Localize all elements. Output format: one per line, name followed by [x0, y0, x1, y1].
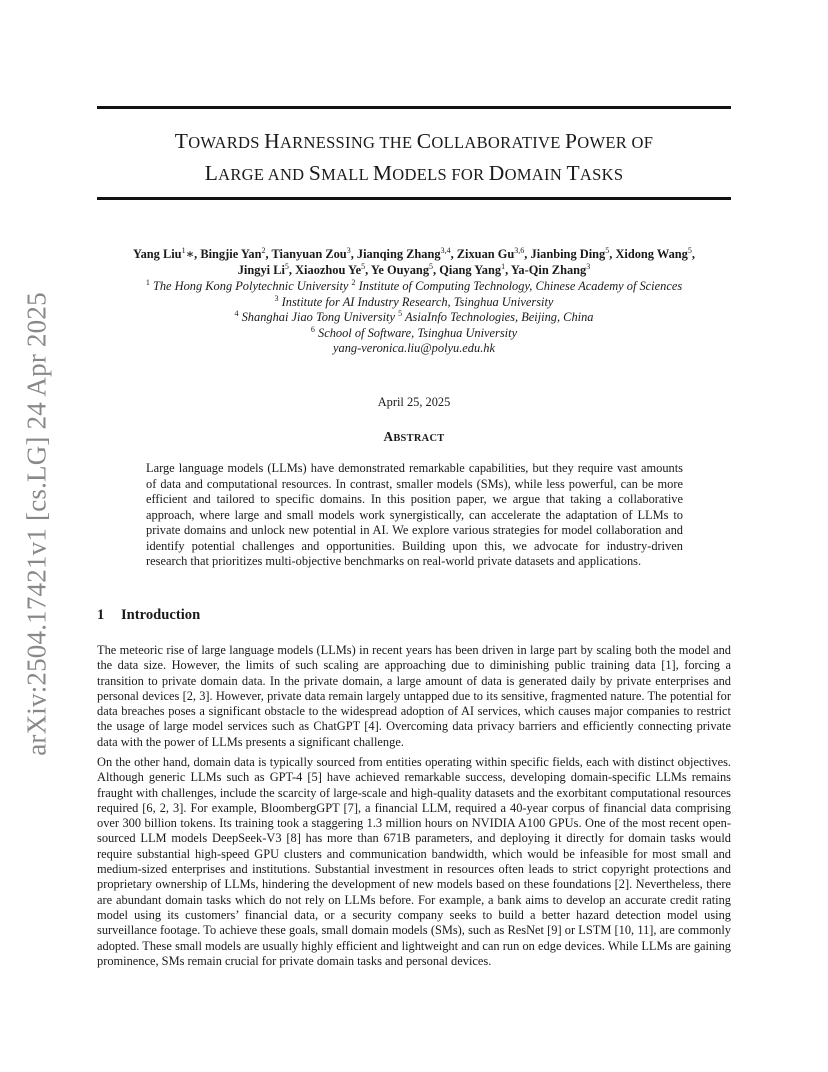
paper-title [97, 126, 731, 190]
author-line-1 [90, 246, 738, 262]
section-number: 1 [97, 607, 105, 623]
publication-date: April 25, 2025 [377, 395, 451, 409]
title-word: DOMAIN [488, 161, 567, 185]
title-rule-top [97, 106, 731, 109]
author: Ye Ouyang$^5$, [370, 262, 440, 277]
author: Zixuan Gu$^{3,6}$, [456, 246, 531, 261]
body-paragraph: The meteoric rise of large language models (LLMs) in recent years has been driven in large part by scaling both the model and the data size. However, the limits of such scaling are approaching due to diminishing public training data [1], forcing a transition to private domain data. In the private domain, a large amount of data is generated daily by private enterprises and personal devices [2, 3]. However, private data remain largely untapped due to its sensitive, fragmented nature. The potential for data breaches poses a significant obstacle to the widespread adoption of AI services, which causes major companies to restrict the usage of large model services such as ChatGPT [4]. Overcoming data privacy barriers and efficiently connecting private data with the power of LLMs presents a significant challenge. [97, 643, 731, 749]
arxiv-identifier: arXiv:2504.17421v1 [cs.LG] 24 Apr 2025 [21, 292, 52, 756]
author: Tianyuan Zou$^3$, [271, 246, 357, 261]
contact-email: yang-veronica.liu@polyu.edu.hk [333, 341, 495, 356]
abstract-text: Large language models (LLMs) have demonstrated remarkable capabilities, but they require vast amounts of data and computational resources. In contrast, smaller models (SMs), while less powerful, can be more efficient and tailored to specific domains. In this position paper, we argue that taking a collaborative approach, where large and small models work synergistically, can accelerate the adaptation of LLMs to private domains and unlock new potential in AI. We explore various strategies for model collaboration and identify potential challenges and opportunities. Building upon this, we advocate for industry-driven research that prioritizes multi-objective benchmarks on real-world private datasets and applications. [146, 461, 683, 568]
author-list [90, 246, 738, 278]
author-line-2 [90, 262, 738, 278]
title-word: POWER OF [565, 129, 654, 153]
title-word: COLLABORATIVE [416, 129, 566, 153]
author: Yang Liu$^1$∗, [133, 246, 201, 261]
author: Qiang Yang$^1$, [439, 262, 511, 277]
body-paragraph: On the other hand, domain data is typically sourced from entities operating within specific fields, each with distinct objectives. Although generic LLMs such as GPT-4 [5] have achieved remarkable success, developing domain-specific LLMs remains fraught with challenges, include the scarcity of large-scale and high-quality datasets and the exorbitant computational resources required [6, 2, 3]. For example, BloombergGPT [7], a financial LLM, required a 40-year corpus of financial data comprising over 300 billion tokens. Its training took a staggering 1.3 million hours on NVIDIA A100 GPUs. One of the most recent open-sourced LLM models DeepSeek-V3 [8] has more than 671B parameters, and deploying it directly for domain tasks would require substantial high-speed GPU clusters and communication bandwidth, which would be infeasible for most small and medium-sized enterprises and institutions. Substantial investment in resources often leads to strict copyright protections and proprietary ownership of LLMs, hindering the development of new models based on these foundations [2]. Nevertheless, there are abundant domain tasks which do not rely on LLMs before. For example, a bank aims to develop an accurate credit rating model using its customers’ financial data, or a security company seeks to build a better hazard detection model using surveillance footage. To achieve these goals, small domain models (SMs), such as ResNet [9] or LSTM [10, 11], are commonly adopted. These small models are usually highly efficient and lightweight and can run on edge devices. While LLMs are gaining prominence, SMs remain crucial for private domain tasks and personal devices. [97, 755, 731, 968]
author: Ya-Qin Zhang$^3$ [510, 262, 591, 277]
author: Xidong Wang$^5$, [615, 246, 695, 261]
section-heading [97, 607, 200, 624]
abstract-heading: ABSTRACT [383, 429, 445, 444]
title-word: HARNESSING THE [264, 129, 417, 153]
author: Jianqing Zhang$^{3,4}$, [356, 246, 457, 261]
title-word: LARGE AND [204, 161, 309, 185]
affiliation-line: $^3$ Institute for AI Industry Research, Tsinghua University [274, 293, 554, 309]
affiliation-list [90, 279, 738, 357]
author: Jingyi Li$^5$, [237, 262, 296, 277]
author: Xiaozhou Ye$^5$, [295, 262, 371, 277]
title-word: SMALL [308, 161, 373, 185]
title-word: TOWARDS [174, 129, 265, 153]
title-line-1 [97, 126, 731, 158]
author: Jianbing Ding$^5$, [530, 246, 616, 261]
affiliation-line: $^1$ The Hong Kong Polytechnic University $^2$ Institute of Computing Technology, Chinese Academy of Sciences [145, 278, 683, 293]
title-rule-bottom [97, 197, 731, 200]
affiliation-line: $^4$ Shanghai Jiao Tong University $^5$ AsiaInfo Technologies, Beijing, China [234, 309, 594, 325]
author: Bingjie Yan$^2$, [200, 246, 272, 261]
title-line-2 [97, 158, 731, 190]
section-title: Introduction [121, 607, 201, 623]
affiliation-line: $^6$ School of Software, Tsinghua University [310, 324, 518, 340]
title-word: TASKS [566, 161, 624, 185]
title-word: MODELS FOR [372, 161, 489, 185]
